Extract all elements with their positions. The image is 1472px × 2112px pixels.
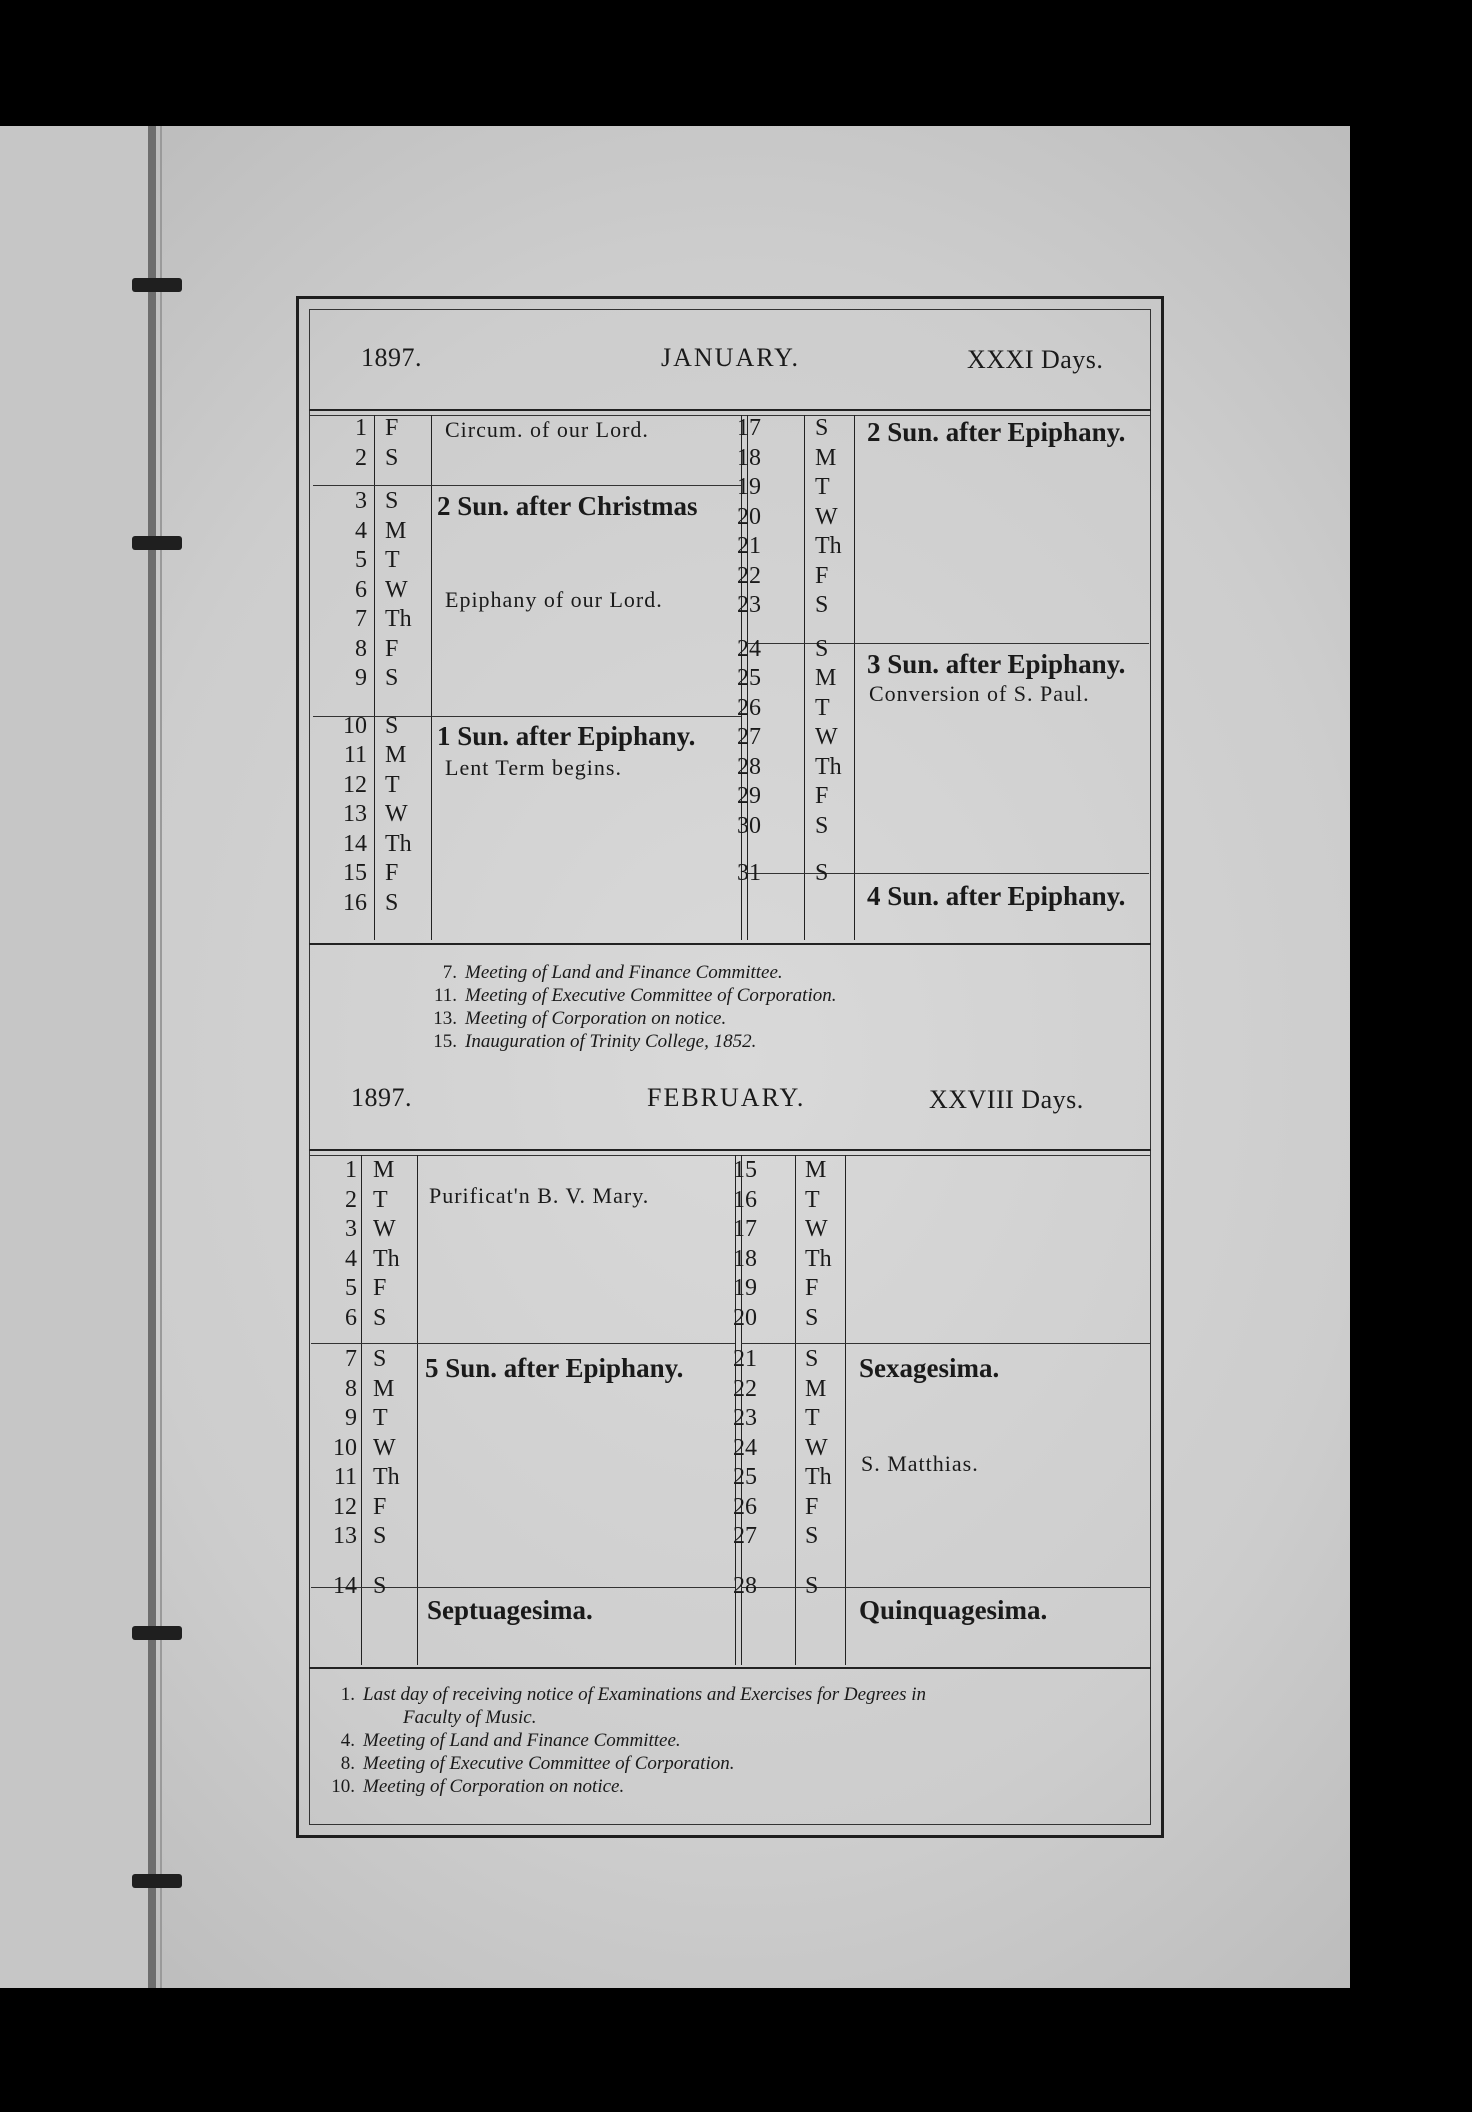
sunday-jan-10: 1 Sun. after Epiphany. xyxy=(437,721,696,751)
note-number: 11. xyxy=(433,985,457,1006)
sunday-feb-21: Sexagesima. xyxy=(859,1353,1000,1383)
day-number: 22 xyxy=(733,1375,757,1402)
day-number: 18 xyxy=(737,444,761,471)
day-number: 24 xyxy=(737,635,761,662)
note-number: 10. xyxy=(331,1776,355,1797)
week-separator xyxy=(747,643,1149,644)
weekday-letter: F xyxy=(815,562,829,589)
note-line xyxy=(321,1775,624,1798)
day-number: 22 xyxy=(737,562,761,589)
column-rule xyxy=(795,1155,796,1665)
column-rule xyxy=(374,415,375,940)
day-number: 21 xyxy=(737,533,761,559)
day-number: 17 xyxy=(733,1216,757,1242)
day-number: 30 xyxy=(737,812,761,839)
facing-page-edge xyxy=(0,126,155,1988)
month-grid-bottom-rule xyxy=(309,943,1151,945)
note-text: Faculty of Music. xyxy=(403,1707,537,1728)
sunday-feb-14: Septuagesima. xyxy=(427,1595,593,1625)
week-separator xyxy=(747,873,1149,874)
note-text: Last day of receiving notice of Examinations and Exercises for Degrees in xyxy=(363,1684,927,1705)
weekday-letter: M xyxy=(385,517,407,544)
day-number: 18 xyxy=(733,1245,757,1272)
weekday-letter: Th xyxy=(373,1245,400,1272)
binding-stitch xyxy=(132,1874,182,1888)
day-number: 8 xyxy=(355,635,367,662)
note-number: 13. xyxy=(433,1008,457,1029)
weekday-letter: S xyxy=(815,415,829,441)
day-number: 20 xyxy=(737,503,761,530)
january-year: 1897. xyxy=(361,343,422,372)
weekday-letter: S xyxy=(815,592,829,618)
weekday-letter: W xyxy=(815,724,838,750)
day-number: 31 xyxy=(737,860,761,886)
note-text: Meeting of Land and Finance Committee. xyxy=(465,962,783,983)
day-number: 12 xyxy=(343,771,367,798)
weekday-letter: S xyxy=(385,665,399,691)
weekday-letter: F xyxy=(805,1493,819,1520)
weekday-letter: T xyxy=(373,1405,388,1431)
weekday-letter: M xyxy=(815,665,837,691)
note-number: 8. xyxy=(340,1753,355,1774)
note-line xyxy=(419,961,783,984)
weekday-letter: S xyxy=(805,1572,819,1599)
day-number: 10 xyxy=(333,1434,357,1461)
day-number: 8 xyxy=(345,1375,357,1402)
weekday-letter: Th xyxy=(805,1464,832,1490)
day-number: 13 xyxy=(333,1523,357,1549)
weekday-letter: S xyxy=(373,1346,387,1372)
sunday-feb-28: Quinquagesima. xyxy=(859,1595,1048,1625)
weekday-letter: M xyxy=(385,742,407,768)
weekday-letter: S xyxy=(385,889,399,916)
column-rule xyxy=(417,1155,418,1665)
day-number: 28 xyxy=(737,753,761,780)
week-separator xyxy=(313,716,741,717)
week-separator xyxy=(313,485,741,486)
day-number: 9 xyxy=(355,665,367,691)
day-number: 26 xyxy=(737,694,761,721)
sunday-jan-3: 2 Sun. after Christmas xyxy=(437,491,698,521)
weekday-letter: S xyxy=(815,860,829,886)
column-rule xyxy=(845,1155,846,1665)
weekday-letter: S xyxy=(815,635,829,662)
day-number: 2 xyxy=(345,1186,357,1213)
day-number: 10 xyxy=(343,712,367,739)
day-number: 6 xyxy=(355,576,367,603)
calendar-frame xyxy=(296,296,1164,1838)
day-number: 25 xyxy=(737,665,761,691)
weekday-letter: F xyxy=(815,783,829,809)
observance-feb-24: S. Matthias. xyxy=(861,1451,979,1476)
note-line xyxy=(321,1729,681,1752)
day-number: 16 xyxy=(343,889,367,916)
day-number: 17 xyxy=(737,415,761,441)
weekday-letter: Th xyxy=(805,1245,832,1272)
weekday-letter: T xyxy=(373,1186,388,1213)
note-text: Meeting of Corporation on notice. xyxy=(363,1776,625,1797)
binding-stitch xyxy=(132,1626,182,1640)
day-number: 3 xyxy=(345,1216,357,1242)
day-number: 5 xyxy=(345,1275,357,1301)
day-number: 26 xyxy=(733,1493,757,1520)
observance-jan-6: Epiphany of our Lord. xyxy=(445,587,663,612)
february-month-title: FEBRUARY. xyxy=(647,1083,806,1112)
day-number: 20 xyxy=(733,1304,757,1331)
weekday-letter: T xyxy=(815,474,830,500)
day-number: 6 xyxy=(345,1304,357,1331)
book-spine-edge xyxy=(160,126,162,1988)
note-line xyxy=(419,1030,756,1053)
day-number: 27 xyxy=(737,724,761,750)
february-days-count: XXVIII Days. xyxy=(929,1085,1084,1114)
weekday-letter: S xyxy=(373,1523,387,1549)
weekday-letter: W xyxy=(385,801,408,827)
weekday-letter: S xyxy=(805,1523,819,1549)
binding-stitch xyxy=(132,278,182,292)
note-line xyxy=(321,1752,734,1775)
weekday-letter: W xyxy=(373,1216,396,1242)
weekday-letter: W xyxy=(805,1216,828,1242)
observance-jan-11: Lent Term begins. xyxy=(445,755,622,780)
weekday-letter: F xyxy=(385,415,399,441)
weekday-letter: S xyxy=(385,444,399,471)
note-text: Meeting of Corporation on notice. xyxy=(465,1008,727,1029)
day-number: 24 xyxy=(733,1434,757,1461)
week-separator xyxy=(741,1343,1151,1344)
day-number: 15 xyxy=(733,1157,757,1183)
weekday-letter: T xyxy=(385,547,400,573)
weekday-letter: T xyxy=(805,1186,820,1213)
day-number: 1 xyxy=(355,415,367,441)
note-text: Meeting of Executive Committee of Corporation. xyxy=(363,1753,735,1774)
weekday-letter: T xyxy=(805,1405,820,1431)
weekday-letter: M xyxy=(805,1157,827,1183)
column-rule xyxy=(804,415,805,940)
weekday-letter: S xyxy=(805,1346,819,1372)
column-rule xyxy=(361,1155,362,1665)
day-number: 27 xyxy=(733,1523,757,1549)
day-number: 1 xyxy=(345,1157,357,1183)
sunday-jan-31: 4 Sun. after Epiphany. xyxy=(867,881,1126,911)
weekday-letter: F xyxy=(385,860,399,886)
weekday-letter: S xyxy=(373,1304,387,1331)
note-text: Meeting of Executive Committee of Corporation. xyxy=(465,985,837,1006)
book-spine xyxy=(148,126,156,1988)
day-number: 4 xyxy=(345,1245,357,1272)
day-number: 12 xyxy=(333,1493,357,1520)
day-number: 11 xyxy=(333,1464,357,1490)
weekday-letter: M xyxy=(805,1375,827,1402)
weekday-letter: F xyxy=(385,635,399,662)
day-number: 9 xyxy=(345,1405,357,1431)
weekday-letter: F xyxy=(373,1493,387,1520)
observance-jan-25: Conversion of S. Paul. xyxy=(869,681,1090,706)
column-rule xyxy=(431,415,432,940)
weekday-letter: W xyxy=(373,1434,396,1461)
weekday-letter: F xyxy=(373,1275,387,1301)
weekday-letter: T xyxy=(815,694,830,721)
weekday-letter: S xyxy=(385,488,399,514)
note-number: 1. xyxy=(340,1684,355,1705)
day-number: 25 xyxy=(733,1464,757,1490)
day-number: 23 xyxy=(737,592,761,618)
weekday-letter: Th xyxy=(385,606,412,632)
month-grid-bottom-rule xyxy=(309,1667,1151,1669)
weekday-letter: W xyxy=(805,1434,828,1461)
weekday-letter: M xyxy=(373,1157,395,1183)
day-number: 29 xyxy=(737,783,761,809)
note-line xyxy=(419,984,836,1007)
day-number: 4 xyxy=(355,517,367,544)
weekday-letter: Th xyxy=(385,830,412,857)
binding-stitch xyxy=(132,536,182,550)
day-number: 19 xyxy=(733,1275,757,1301)
weekday-letter: Th xyxy=(815,753,842,780)
header-rule xyxy=(309,1149,1151,1151)
note-text: Inauguration of Trinity College, 1852. xyxy=(465,1031,757,1052)
day-number: 23 xyxy=(733,1405,757,1431)
weekday-letter: S xyxy=(805,1304,819,1331)
february-year: 1897. xyxy=(351,1083,412,1112)
weekday-letter: Th xyxy=(815,533,842,559)
note-line xyxy=(419,1007,726,1030)
day-number: 14 xyxy=(333,1572,357,1599)
weekday-letter: T xyxy=(385,771,400,798)
note-line xyxy=(321,1683,926,1706)
day-number: 14 xyxy=(343,830,367,857)
note-number: 15. xyxy=(433,1031,457,1052)
day-number: 16 xyxy=(733,1186,757,1213)
day-number: 7 xyxy=(345,1346,357,1372)
sunday-jan-17: 2 Sun. after Epiphany. xyxy=(867,417,1126,447)
weekday-letter: W xyxy=(815,503,838,530)
day-number: 19 xyxy=(737,474,761,500)
weekday-letter: W xyxy=(385,576,408,603)
day-number: 2 xyxy=(355,444,367,471)
weekday-letter: M xyxy=(373,1375,395,1402)
day-number: 11 xyxy=(343,742,367,768)
day-number: 28 xyxy=(733,1572,757,1599)
observance-feb-2: Purificat'n B. V. Mary. xyxy=(429,1183,650,1208)
week-separator xyxy=(741,1587,1151,1588)
note-number: 4. xyxy=(340,1730,355,1751)
note-line xyxy=(321,1706,537,1729)
january-days-count: XXXI Days. xyxy=(967,345,1104,374)
day-number: 7 xyxy=(355,606,367,632)
weekday-letter: S xyxy=(373,1572,387,1599)
weekday-letter: S xyxy=(385,712,399,739)
note-text: Meeting of Land and Finance Committee. xyxy=(363,1730,681,1751)
weekday-letter: M xyxy=(815,444,837,471)
weekday-letter: Th xyxy=(373,1464,400,1490)
day-number: 15 xyxy=(343,860,367,886)
header-rule xyxy=(309,409,1151,411)
column-rule xyxy=(854,415,855,940)
note-number: 7. xyxy=(442,962,457,983)
observance-jan-1: Circum. of our Lord. xyxy=(445,417,649,442)
day-number: 3 xyxy=(355,488,367,514)
day-number: 21 xyxy=(733,1346,757,1372)
january-month-title: JANUARY. xyxy=(661,343,801,372)
day-number: 13 xyxy=(343,801,367,827)
day-number: 5 xyxy=(355,547,367,573)
weekday-letter: S xyxy=(815,812,829,839)
sunday-feb-7: 5 Sun. after Epiphany. xyxy=(425,1353,684,1383)
sunday-jan-24: 3 Sun. after Epiphany. xyxy=(867,649,1126,679)
weekday-letter: F xyxy=(805,1275,819,1301)
